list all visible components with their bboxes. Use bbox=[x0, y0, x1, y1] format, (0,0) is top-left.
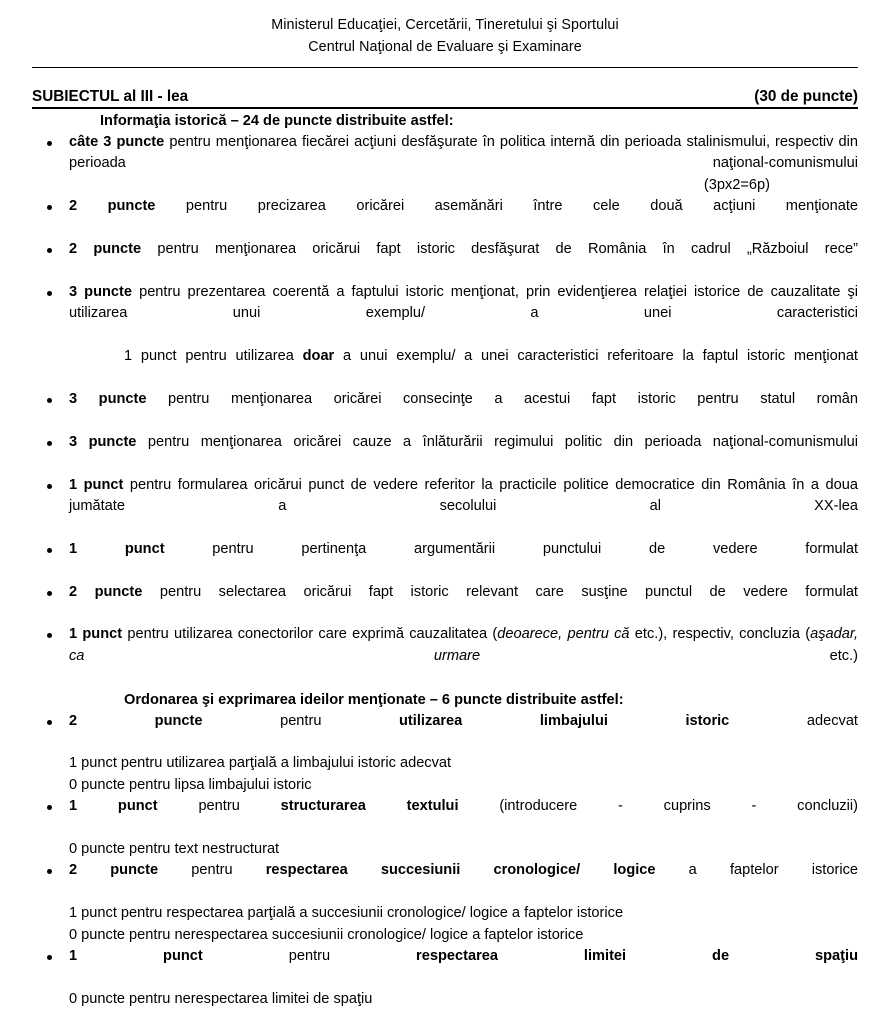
points-formula-note: (3px2=6p) bbox=[703, 176, 770, 193]
item-text-mid: etc.), respectiv, concluzia ( bbox=[629, 626, 811, 643]
sub-level-line: 1 punct pentru respectarea parţială a succesiunii cronologice/ logice a faptelor istorice bbox=[69, 905, 624, 922]
points-label: 1 punct bbox=[69, 540, 165, 557]
criteria-list-ordonarea bbox=[32, 711, 858, 1010]
points-label: 3 puncte bbox=[69, 390, 147, 407]
item-text: pentru menţionarea oricărei consecinţe a acestui fapt istoric pentru statul român bbox=[146, 390, 858, 407]
list-item bbox=[32, 860, 858, 946]
list-item bbox=[32, 946, 858, 1010]
document-header bbox=[0, 0, 890, 68]
criteria-list-informatia-istorica bbox=[32, 132, 858, 346]
points-label: 1 punct bbox=[69, 476, 124, 493]
subject-title: SUBIECTUL al III - lea bbox=[32, 88, 189, 105]
list-item bbox=[32, 282, 858, 346]
item-text: pentru menţionarea oricărei cauze a înlăturării regimului politic din perioada naţional-comunismului bbox=[136, 433, 858, 450]
points-label: 2 puncte bbox=[69, 583, 143, 600]
criteria-list-informatia-istorica-cont bbox=[32, 389, 858, 689]
item-text: pentru formularea oricărui punct de vedere referitor la practicile politice democratice din România în a doua jumătate a secolului al XX-lea bbox=[69, 476, 858, 514]
criterion-name: structurarea textului bbox=[280, 798, 459, 815]
item-text-mid: pentru bbox=[158, 862, 266, 879]
sub-level-line: 0 puncte pentru nerespectarea succesiunii cronologice/ logice a faptelor istorice bbox=[69, 926, 584, 943]
subject-points: (30 de puncte) bbox=[754, 88, 858, 105]
sub-level-line: 0 puncte pentru lipsa limbajului istoric bbox=[69, 776, 312, 793]
list-item bbox=[32, 796, 858, 860]
section-heading-informatia-istorica: Informaţia istorică – 24 de puncte distribuite astfel: bbox=[100, 113, 454, 129]
item-text-mid: pentru bbox=[157, 798, 281, 815]
list-item bbox=[32, 539, 858, 582]
sub-text-post: a unui exemplu/ a unei caracteristici referitoare la faptul istoric menţionat bbox=[334, 348, 858, 365]
item-text: pentru precizarea oricărei asemănări între cele două acţiuni menţionate bbox=[155, 198, 859, 215]
list-item bbox=[32, 432, 858, 475]
criterion-name: respectarea limitei de spaţiu bbox=[416, 948, 858, 965]
points-label: 1 punct bbox=[69, 626, 123, 643]
criterion-name: utilizarea limbajului istoric bbox=[399, 712, 730, 729]
sub-criterion-doar bbox=[32, 346, 858, 389]
points-label: 2 puncte bbox=[69, 712, 203, 729]
list-item bbox=[32, 711, 858, 797]
item-text-tail: (introducere - cuprins - concluzii) bbox=[458, 798, 858, 815]
item-text-post: etc.) bbox=[480, 647, 858, 664]
points-label: 1 punct bbox=[69, 798, 158, 815]
list-item bbox=[32, 475, 858, 539]
list-item bbox=[32, 239, 858, 282]
ministry-line: Ministerul Educaţiei, Cercetării, Tineretului şi Sportului bbox=[271, 17, 619, 33]
points-label: 3 puncte bbox=[69, 433, 137, 450]
criterion-name: respectarea succesiunii cronologice/ logice bbox=[265, 862, 656, 879]
item-text-mid: pentru bbox=[202, 948, 417, 965]
list-item bbox=[32, 624, 858, 688]
connector-example-causal: deoarece, pentru că bbox=[497, 626, 630, 643]
sub-text-emphasis: doar bbox=[302, 348, 335, 365]
sub-level-line: 0 puncte pentru nerespectarea limitei de spaţiu bbox=[69, 990, 373, 1007]
sub-level-line: 1 punct pentru utilizarea parţială a limbajului istoric adecvat bbox=[69, 755, 452, 772]
points-label: 3 puncte bbox=[69, 283, 133, 300]
points-label: 1 punct bbox=[69, 948, 203, 965]
list-item bbox=[32, 132, 858, 196]
connector-example-conclusive: aşadar, ca urmare bbox=[69, 626, 859, 664]
item-text: pentru selectarea oricărui fapt istoric relevant care susţine punctul de vedere formulat bbox=[142, 583, 858, 600]
center-line: Centrul Naţional de Evaluare şi Examinare bbox=[308, 39, 582, 55]
subject-title-row bbox=[32, 88, 858, 109]
item-text: pentru menţionarea oricărui fapt istoric desfăşurat de România în cadrul „Războiul rece” bbox=[141, 241, 858, 258]
points-label: 2 puncte bbox=[69, 862, 159, 879]
points-label: 2 puncte bbox=[69, 198, 156, 215]
item-text-tail: a faptelor istorice bbox=[655, 862, 858, 879]
list-item bbox=[32, 196, 858, 239]
header-divider bbox=[32, 67, 858, 68]
sub-text-pre: 1 punct pentru utilizarea bbox=[124, 348, 303, 365]
item-text: pentru pertinenţa argumentării punctului de vedere formulat bbox=[164, 540, 858, 557]
item-text-pre: pentru utilizarea conectorilor care exprimă cauzalitatea ( bbox=[122, 626, 498, 643]
document-body bbox=[32, 110, 858, 1010]
item-text: pentru menţionarea fiecărei acţiuni desfăşurate în politica internă din perioada stalinismului, respectiv din perioada naţional-comunismului bbox=[69, 134, 858, 172]
list-item bbox=[32, 389, 858, 432]
list-item bbox=[32, 582, 858, 625]
item-text: pentru prezentarea coerentă a faptului istoric menţionat, prin evidenţierea relaţiei istorice de cauzalitate şi utilizarea unui exemplu/ a unei caracteristici bbox=[69, 283, 858, 322]
points-label: câte 3 puncte bbox=[69, 134, 165, 150]
item-text-tail: adecvat bbox=[729, 712, 858, 729]
points-label: 2 puncte bbox=[69, 241, 142, 258]
section-heading-ordonarea: Ordonarea şi exprimarea ideilor menţionate – 6 puncte distribuite astfel: bbox=[124, 691, 624, 708]
sub-level-line: 0 puncte pentru text nestructurat bbox=[69, 841, 280, 857]
item-text-mid: pentru bbox=[202, 712, 400, 729]
